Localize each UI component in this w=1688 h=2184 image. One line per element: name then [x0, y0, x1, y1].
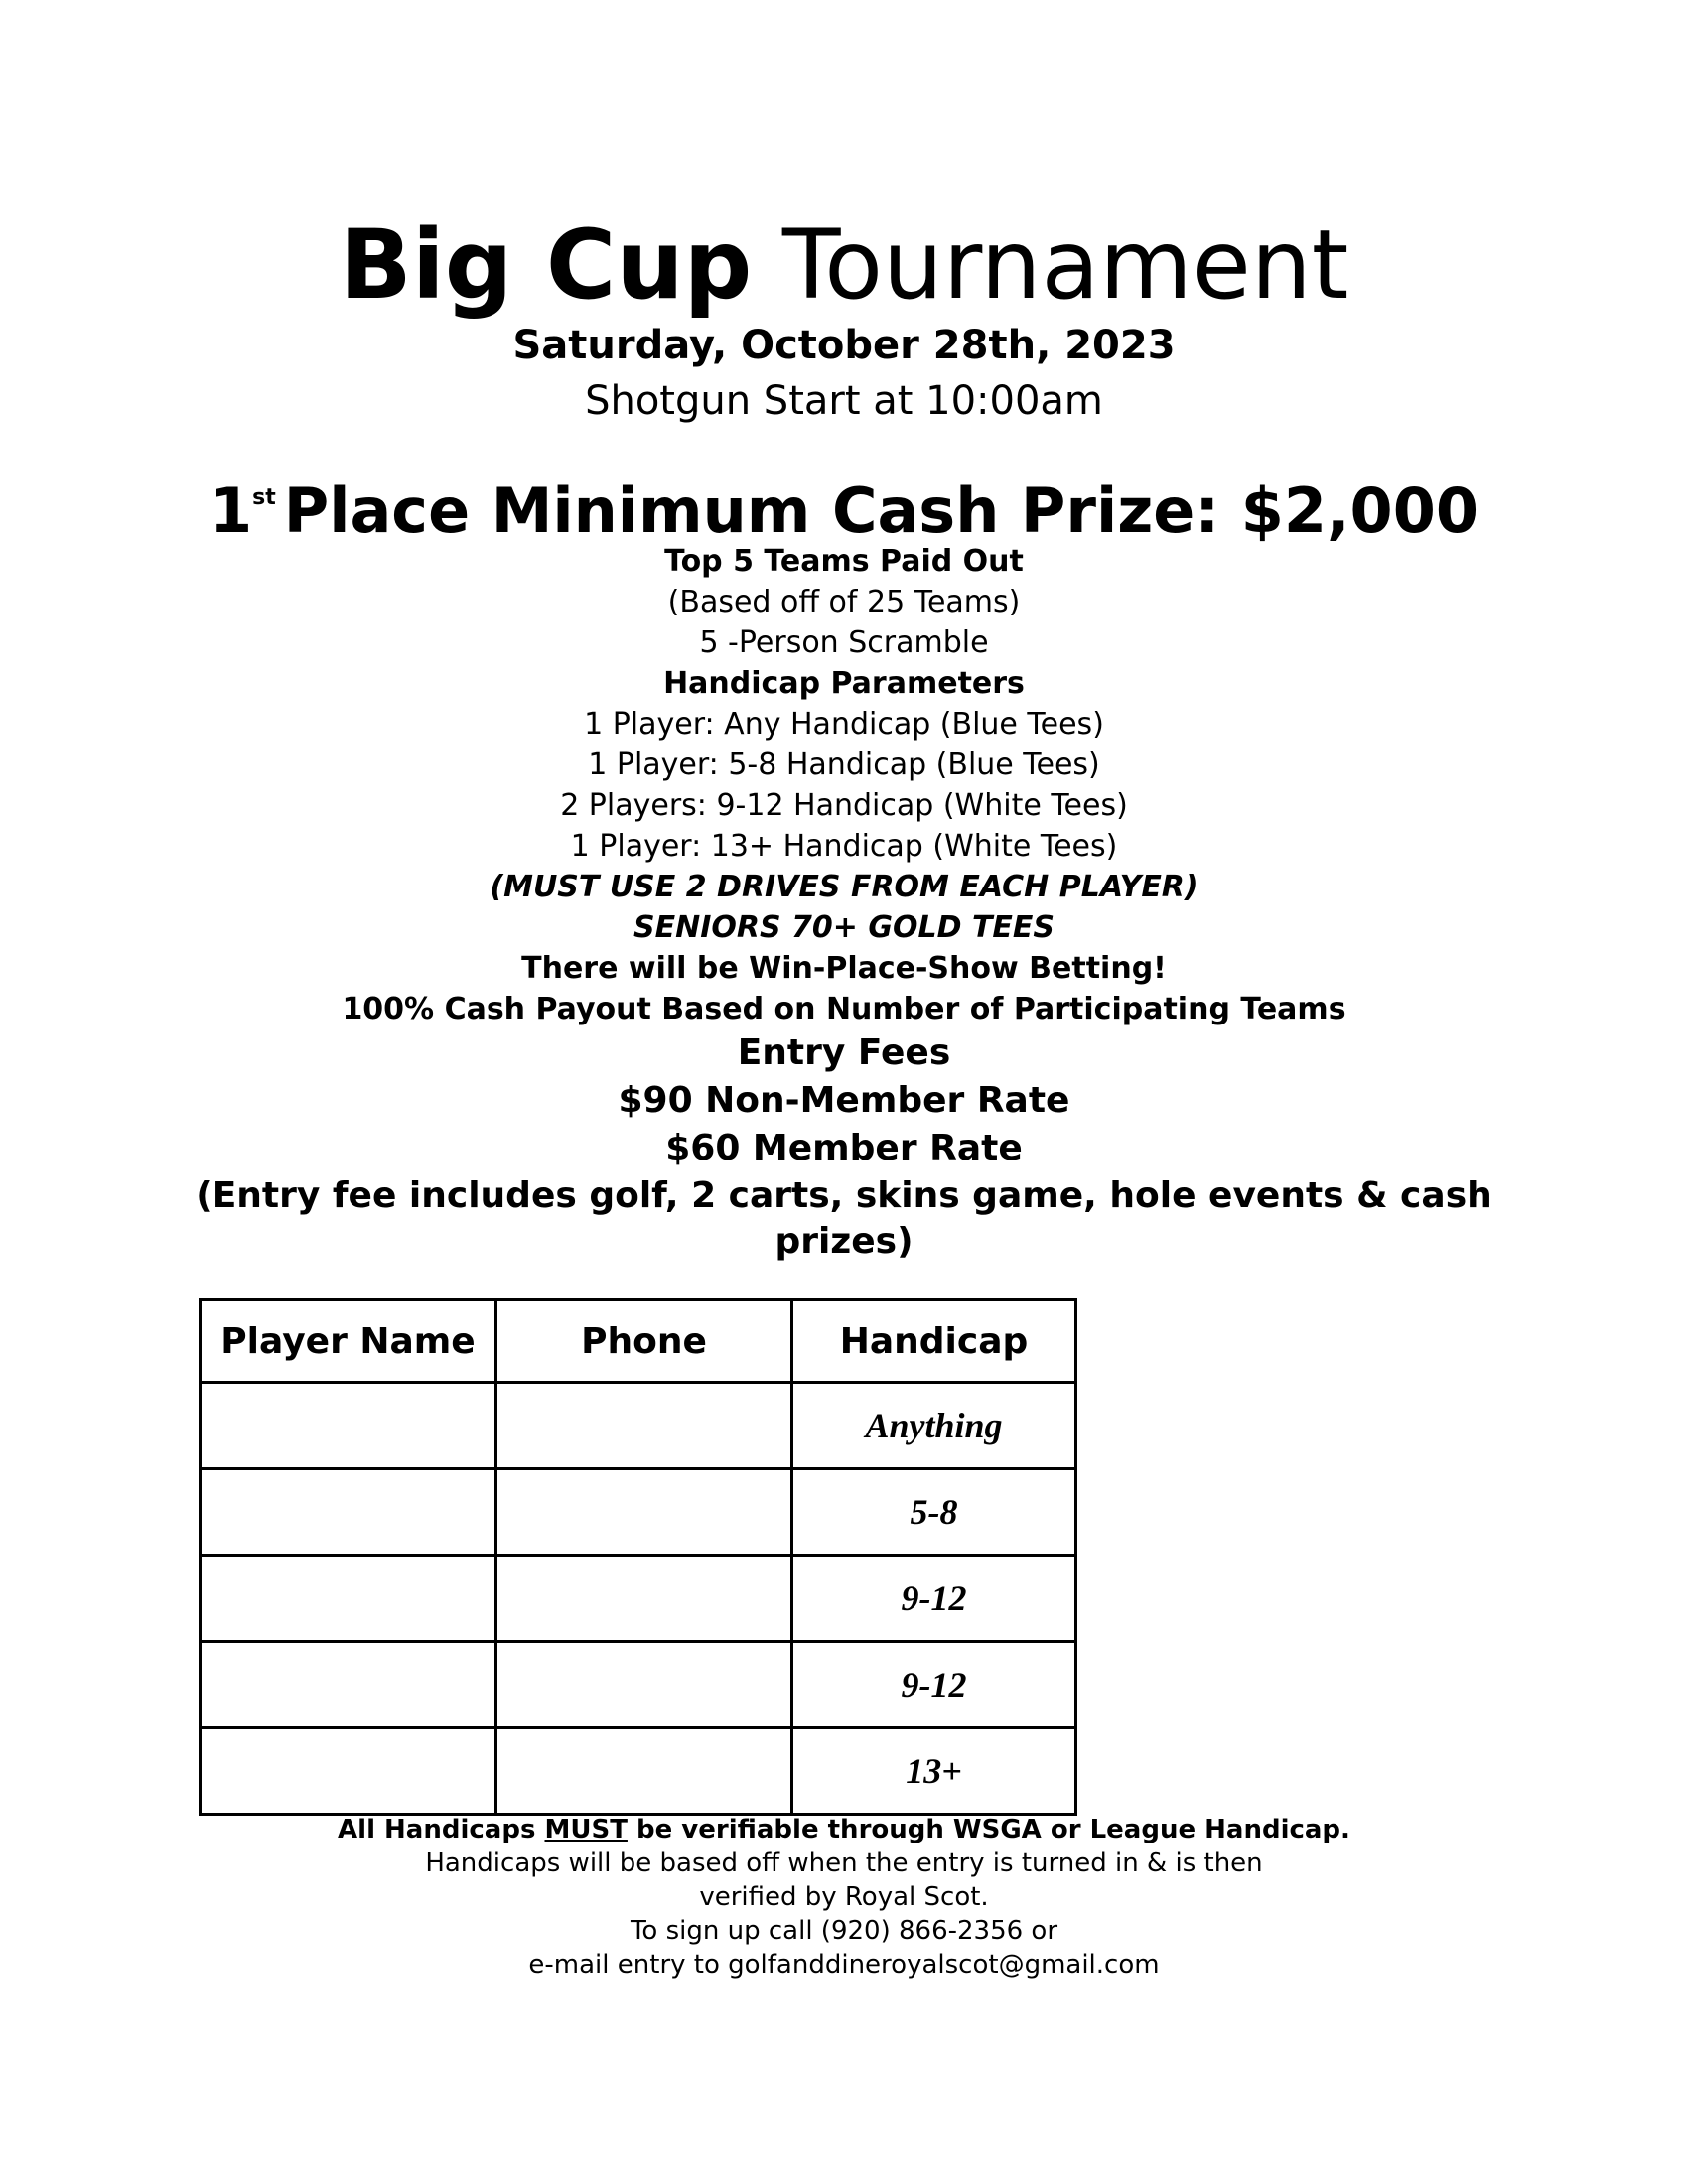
table-row [201, 1728, 1076, 1815]
title-bold: Big Cup [339, 209, 753, 321]
phone-cell[interactable] [496, 1642, 792, 1728]
handicap-basis-line-1: Handicaps will be based off when the entry is turned in & is then [425, 1848, 1263, 1878]
phone-cell[interactable] [496, 1469, 792, 1556]
handicap-param-3: 2 Players: 9-12 Handicap (White Tees) [560, 788, 1128, 823]
handicap-param-1: 1 Player: Any Handicap (Blue Tees) [584, 707, 1104, 742]
fee-includes-line-2: prizes) [774, 1221, 914, 1262]
table-row [201, 1383, 1076, 1469]
player-name-cell[interactable] [201, 1383, 496, 1469]
start-time: Shotgun Start at 10:00am [585, 378, 1103, 424]
phone-cell[interactable] [496, 1556, 792, 1642]
phone-cell[interactable] [496, 1383, 792, 1469]
table-header-row [201, 1300, 1076, 1383]
player-roster-table [199, 1298, 1077, 1816]
format-line: 5 -Person Scramble [699, 625, 989, 660]
column-header-phone: Phone [496, 1300, 792, 1383]
table-row [201, 1642, 1076, 1728]
payout-line: 100% Cash Payout Based on Number of Participating Teams [342, 992, 1346, 1026]
handicap-cell: 9-12 [792, 1556, 1076, 1642]
player-name-cell[interactable] [201, 1728, 496, 1815]
handicap-cell: 13+ [792, 1728, 1076, 1815]
prize-text: Place Minimum Cash Prize: $2,000 [283, 475, 1478, 547]
signup-email-line[interactable]: e-mail entry to golfanddineroyalscot@gmail.com [528, 1950, 1160, 1979]
handicap-heading: Handicap Parameters [663, 666, 1025, 701]
handicap-param-4: 1 Player: 13+ Handicap (White Tees) [570, 829, 1118, 864]
handicap-basis-line-2: verified by Royal Scot. [699, 1882, 989, 1912]
drives-rule: (MUST USE 2 DRIVES FROM EACH PLAYER) [490, 870, 1198, 904]
seniors-rule: SENIORS 70+ GOLD TEES [633, 910, 1055, 945]
member-rate: $60 Member Rate [665, 1128, 1023, 1168]
handicap-param-2: 1 Player: 5-8 Handicap (Blue Tees) [588, 748, 1100, 782]
non-member-rate: $90 Non-Member Rate [618, 1080, 1070, 1121]
handicap-cell: 9-12 [792, 1642, 1076, 1728]
prize-headline [0, 459, 1688, 551]
verification-note-post: be verifiable through WSGA or League Handicap. [627, 1815, 1350, 1844]
prize-ordinal: 1 [210, 475, 253, 547]
fee-includes-line-1: (Entry fee includes golf, 2 carts, skins game, hole events & cash [196, 1175, 1492, 1216]
event-date: Saturday, October 28th, 2023 [512, 323, 1176, 368]
column-header-handicap: Handicap [792, 1300, 1076, 1383]
betting-line: There will be Win-Place-Show Betting! [521, 951, 1167, 986]
verification-note [0, 1813, 1688, 1846]
verification-note-pre: All Handicaps [338, 1815, 545, 1844]
top-teams-paid: Top 5 Teams Paid Out [664, 544, 1024, 579]
player-name-cell[interactable] [201, 1556, 496, 1642]
player-name-cell[interactable] [201, 1469, 496, 1556]
handicap-cell: 5-8 [792, 1469, 1076, 1556]
verification-note-must: MUST [544, 1815, 628, 1844]
phone-cell[interactable] [496, 1728, 792, 1815]
signup-phone-line: To sign up call (920) 866-2356 or [630, 1916, 1058, 1946]
based-on-teams: (Based off of 25 Teams) [667, 585, 1021, 619]
prize-ordinal-suffix: st [252, 485, 276, 510]
column-header-player-name: Player Name [201, 1300, 496, 1383]
table-row [201, 1556, 1076, 1642]
page-title [0, 210, 1688, 320]
entry-fees-heading: Entry Fees [737, 1032, 951, 1073]
player-name-cell[interactable] [201, 1642, 496, 1728]
handicap-cell: Anything [792, 1383, 1076, 1469]
table-row [201, 1469, 1076, 1556]
title-rest: Tournament [781, 209, 1349, 321]
